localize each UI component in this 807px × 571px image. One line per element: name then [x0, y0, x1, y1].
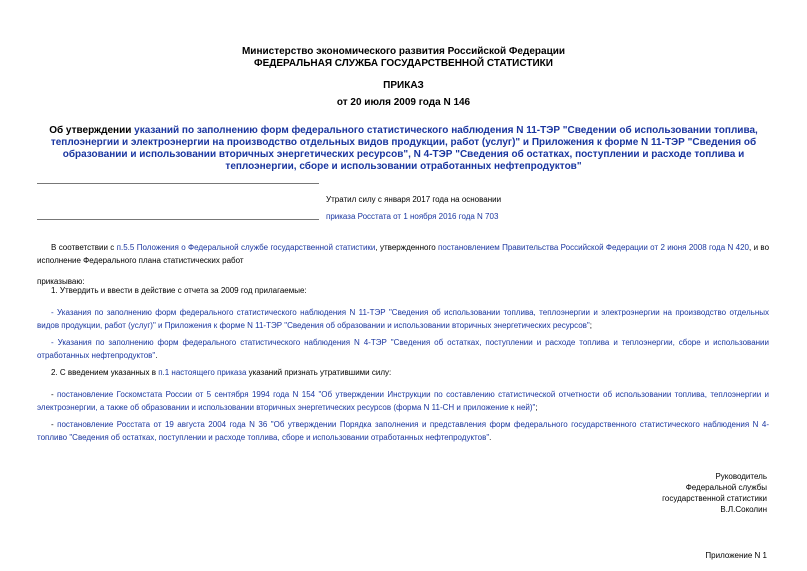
divider-top [37, 183, 319, 184]
text: , утвержденного [375, 243, 439, 252]
text: . [155, 351, 158, 360]
text: - [51, 390, 58, 399]
divider-bottom [37, 219, 319, 220]
paragraph-item-1: 1. Утвердить и ввести в действие с отчета за 2009 год прилагаемые: [51, 286, 307, 295]
status-note [326, 191, 501, 225]
ministry-name: Министерство экономического развития Российской Федерации [241, 46, 566, 57]
doc-date-number: от 20 июля 2009 года N 146 [336, 97, 471, 108]
paragraph-instructions-4ter [37, 336, 769, 362]
paragraph-repeal-154 [37, 388, 769, 414]
title-link[interactable]: указаний по заполнению форм федерального статистического наблюдения N 11-ТЭР "Сведении об использовании топлива, теплоэнергии и электроэнергии на производство отдельных видов продукции, работ (услуг)" и Приложения к форме N 11-ТЭР "Сведения об образовании и использовании вторичных энергетических ресурсов", N 4-ТЭР "Сведения об остатках, поступлении и расходе топлива и теплоэнергии, сборе и использовании отработанных нефтепродуктов" [50, 125, 758, 172]
paragraph-repeal-36 [37, 418, 769, 444]
header-block [0, 46, 807, 70]
signature-block [662, 471, 767, 515]
paragraph-preamble [37, 241, 769, 267]
paragraph-item-2 [37, 366, 769, 379]
text: В соответствии с [51, 243, 117, 252]
appendix-label: Приложение N 1 [705, 551, 767, 560]
link-decree-154[interactable]: постановление Госкомстата России от 5 сентября 1994 года N 154 "Об утверждении Инструкции по составлению статистической отчетности об использовании топлива, теплоэнергии и электроэнергии, а также об образовании и использовании вторичных энергетических ресурсов (форма N 11-СН и приложение к ней)" [37, 390, 769, 412]
text: - [51, 420, 58, 429]
link-regulation[interactable]: п.5.5 Положения о Федеральной службе государственной статистики [116, 243, 376, 252]
text: . [489, 433, 492, 442]
signature-line-3: государственной статистики [662, 494, 767, 503]
text: 2. С введением указанных в [51, 368, 159, 377]
signature-line-1: Руководитель [715, 472, 767, 481]
text: ; [535, 403, 538, 412]
doc-type: ПРИКАЗ [383, 80, 424, 91]
text: указаний признать утратившими силу: [246, 368, 392, 377]
status-line-1: Утратил силу с января 2017 года на основании [326, 195, 502, 204]
title-prefix: Об утверждении [49, 125, 135, 136]
signature-name: В.Л.Соколин [720, 505, 767, 514]
paragraph-order: приказываю: [37, 277, 85, 286]
link-item-1[interactable]: п.1 настоящего приказа [158, 368, 247, 377]
service-name: ФЕДЕРАЛЬНАЯ СЛУЖБА ГОСУДАРСТВЕННОЙ СТАТИСТИКИ [254, 58, 553, 69]
link-instructions-11ter[interactable]: - Указания по заполнению форм федерального статистического наблюдения N 11-ТЭР "Сведения об использовании топлива, теплоэнергии и электроэнергии на производство отдельных видов продукции, работ (услуг)" и Приложения к форме N 11-ТЭР "Сведения об образовании и использовании вторичных энергетических ресурсов" [37, 308, 769, 330]
status-link[interactable]: приказа Росстата от 1 ноября 2016 года N 703 [326, 212, 499, 221]
text: , и во исполнение Федерального плана статистических работ [37, 243, 770, 265]
link-decree-36[interactable]: постановление Росстата от 19 августа 2004 года N 36 "Об утверждении Порядка заполнения и представления форм федерального государственного статистического наблюдения N 4-топливо "Сведения об остатках, поступлении и расходе топлива, сборе и использовании отработанных нефтепродуктов" [37, 420, 769, 442]
link-instructions-4ter[interactable]: - Указания по заполнению форм федерального статистического наблюдения N 4-ТЭР "Сведения об остатках, поступлении и расходе топлива и теплоэнергии, сборе и использовании отработанных нефтепродуктов" [37, 338, 769, 360]
text: ; [589, 321, 592, 330]
link-government-decree[interactable]: постановлением Правительства Российской Федерации от 2 июня 2008 года N 420 [438, 243, 749, 252]
signature-line-2: Федеральной службы [685, 483, 767, 492]
paragraph-instructions-11ter [37, 306, 769, 332]
doc-title [36, 125, 771, 173]
